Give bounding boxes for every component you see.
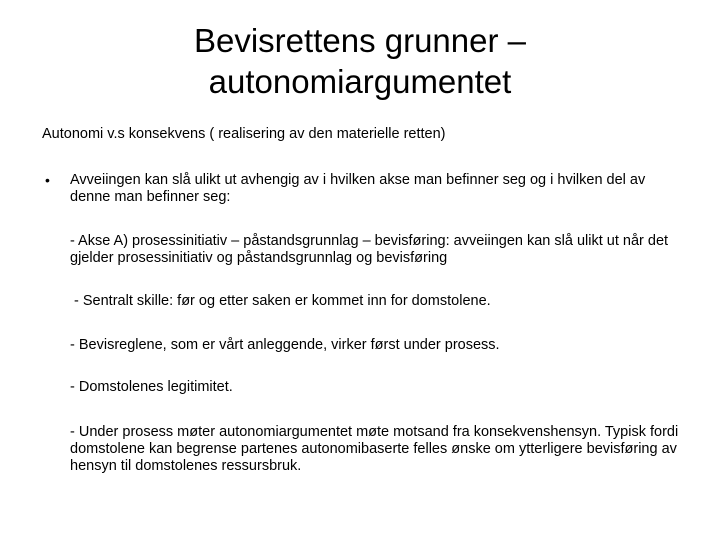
slide-title-line-1: Bevisrettens grunner – [193, 22, 526, 59]
paragraph-bevisreglene: - Bevisreglene, som er vårt anleggende, virker først under prosess. [70, 337, 500, 353]
bullet-text: Avveiingen kan slå ulikt ut avhengig av i hvilken akse man befinner seg og i hvilken del av denne man befinner seg: [70, 172, 646, 205]
slide-subtitle: Autonomi v.s konsekvens ( realisering av den materielle retten) [42, 126, 446, 142]
paragraph-sentralt-skille: - Sentralt skille: før og etter saken er kommet inn for domstolene. [70, 293, 491, 309]
paragraph-akse-a: - Akse A) prosessinitiativ – påstandsgrunnlag – bevisføring: avveiingen kan slå ulikt ut når det gjelder prosessinitiativ og påstandsgrunnlag og bevisføring [70, 233, 669, 266]
slide-title [150, 20, 570, 102]
paragraph-under-prosess: - Under prosess møter autonomiargumentet møte motsand fra konsekvenshensyn. Typisk fordi domstolene kan begrense partenes autonomibaserte felles ønske om ytterligere bevisføring av hensyn til domstolenes ressursbruk. [70, 424, 679, 474]
paragraph-legitimitet: - Domstolenes legitimitet. [70, 379, 233, 395]
bullet-dot-icon: • [45, 172, 50, 188]
slide-title-line-2: autonomiargumentet [208, 63, 512, 100]
